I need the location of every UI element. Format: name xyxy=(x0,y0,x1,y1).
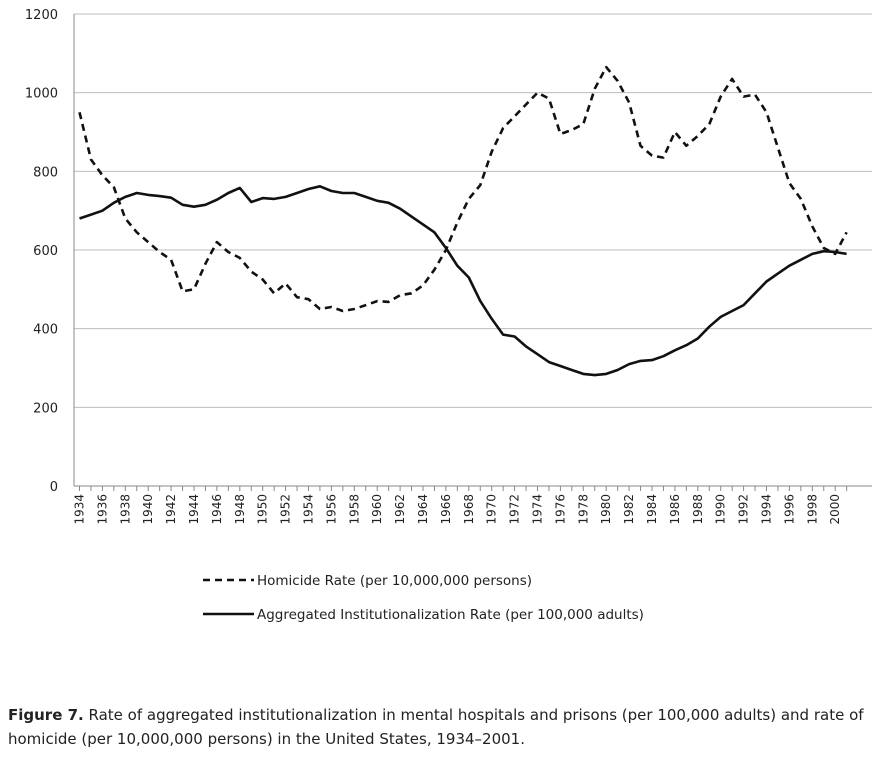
x-tick-label-1972: 1972 xyxy=(507,494,522,525)
y-tick-label-600: 600 xyxy=(33,244,58,259)
x-tick-label-1976: 1976 xyxy=(553,494,568,525)
x-tick-label-1954: 1954 xyxy=(301,494,316,525)
x-tick-label-1944: 1944 xyxy=(187,494,201,525)
legend-label-1: Homicide Rate (per 10,000,000 persons) xyxy=(257,573,533,589)
x-tick-label-1992: 1992 xyxy=(736,494,751,525)
x-tick-label-1968: 1968 xyxy=(461,494,476,525)
x-tick-label-1964: 1964 xyxy=(416,494,430,525)
x-tick-label-1956: 1956 xyxy=(324,494,339,525)
x-tick-label-1952: 1952 xyxy=(278,494,293,525)
x-tick-label-1974: 1974 xyxy=(530,494,545,525)
x-tick-label-1938: 1938 xyxy=(118,494,133,525)
x-tick-label-1962: 1962 xyxy=(393,494,408,525)
x-tick-label-1936: 1936 xyxy=(95,494,110,525)
x-axis-ticks xyxy=(73,486,847,525)
y-tick-label-800: 800 xyxy=(33,165,58,181)
y-tick-label-1200: 1200 xyxy=(24,8,58,23)
y-tick-label-0: 0 xyxy=(49,480,58,495)
y-tick-label-200: 200 xyxy=(33,401,58,417)
x-tick-label-1966: 1966 xyxy=(438,494,453,525)
x-tick-label-1998: 1998 xyxy=(805,494,820,525)
x-tick-label-1980: 1980 xyxy=(599,494,614,525)
x-tick-label-1978: 1978 xyxy=(576,494,591,525)
figure-label: Figure 7. xyxy=(8,706,84,724)
caption-text: Rate of aggregated institutionalization in mental hospitals and prisons (per 100,000 adults) and rate of homicide (per 10,000,000 persons) in the United States, 1934–2001. xyxy=(8,706,864,748)
x-tick-label-1986: 1986 xyxy=(667,494,682,525)
x-tick-label-1970: 1970 xyxy=(484,494,499,525)
y-tick-label-1000: 1000 xyxy=(24,86,58,102)
y-gridlines xyxy=(74,14,872,407)
x-tick-label-1940: 1940 xyxy=(141,494,156,525)
x-tick-label-1950: 1950 xyxy=(255,494,270,525)
x-tick-label-1948: 1948 xyxy=(232,494,247,525)
x-tick-label-1996: 1996 xyxy=(782,494,797,525)
y-tick-label-400: 400 xyxy=(33,322,58,338)
institutionalization-rate-line xyxy=(80,186,847,375)
legend xyxy=(203,573,644,623)
x-tick-label-1934: 1934 xyxy=(72,494,87,525)
homicide-rate-line xyxy=(80,67,847,311)
x-tick-label-2000: 2000 xyxy=(828,494,843,525)
x-tick-label-1994: 1994 xyxy=(759,494,774,525)
x-tick-label-1946: 1946 xyxy=(209,494,224,525)
figure-caption xyxy=(8,703,886,751)
x-tick-label-1958: 1958 xyxy=(347,494,362,525)
x-tick-label-1984: 1984 xyxy=(645,494,659,525)
x-tick-label-1960: 1960 xyxy=(370,494,385,525)
y-axis-ticks xyxy=(25,8,58,495)
x-tick-label-1988: 1988 xyxy=(690,494,705,525)
x-tick-label-1942: 1942 xyxy=(164,494,179,525)
x-tick-label-1990: 1990 xyxy=(713,494,728,525)
legend-label-2: Aggregated Institutionalization Rate (per 100,000 adults) xyxy=(257,607,644,623)
x-tick-label-1982: 1982 xyxy=(622,494,637,525)
